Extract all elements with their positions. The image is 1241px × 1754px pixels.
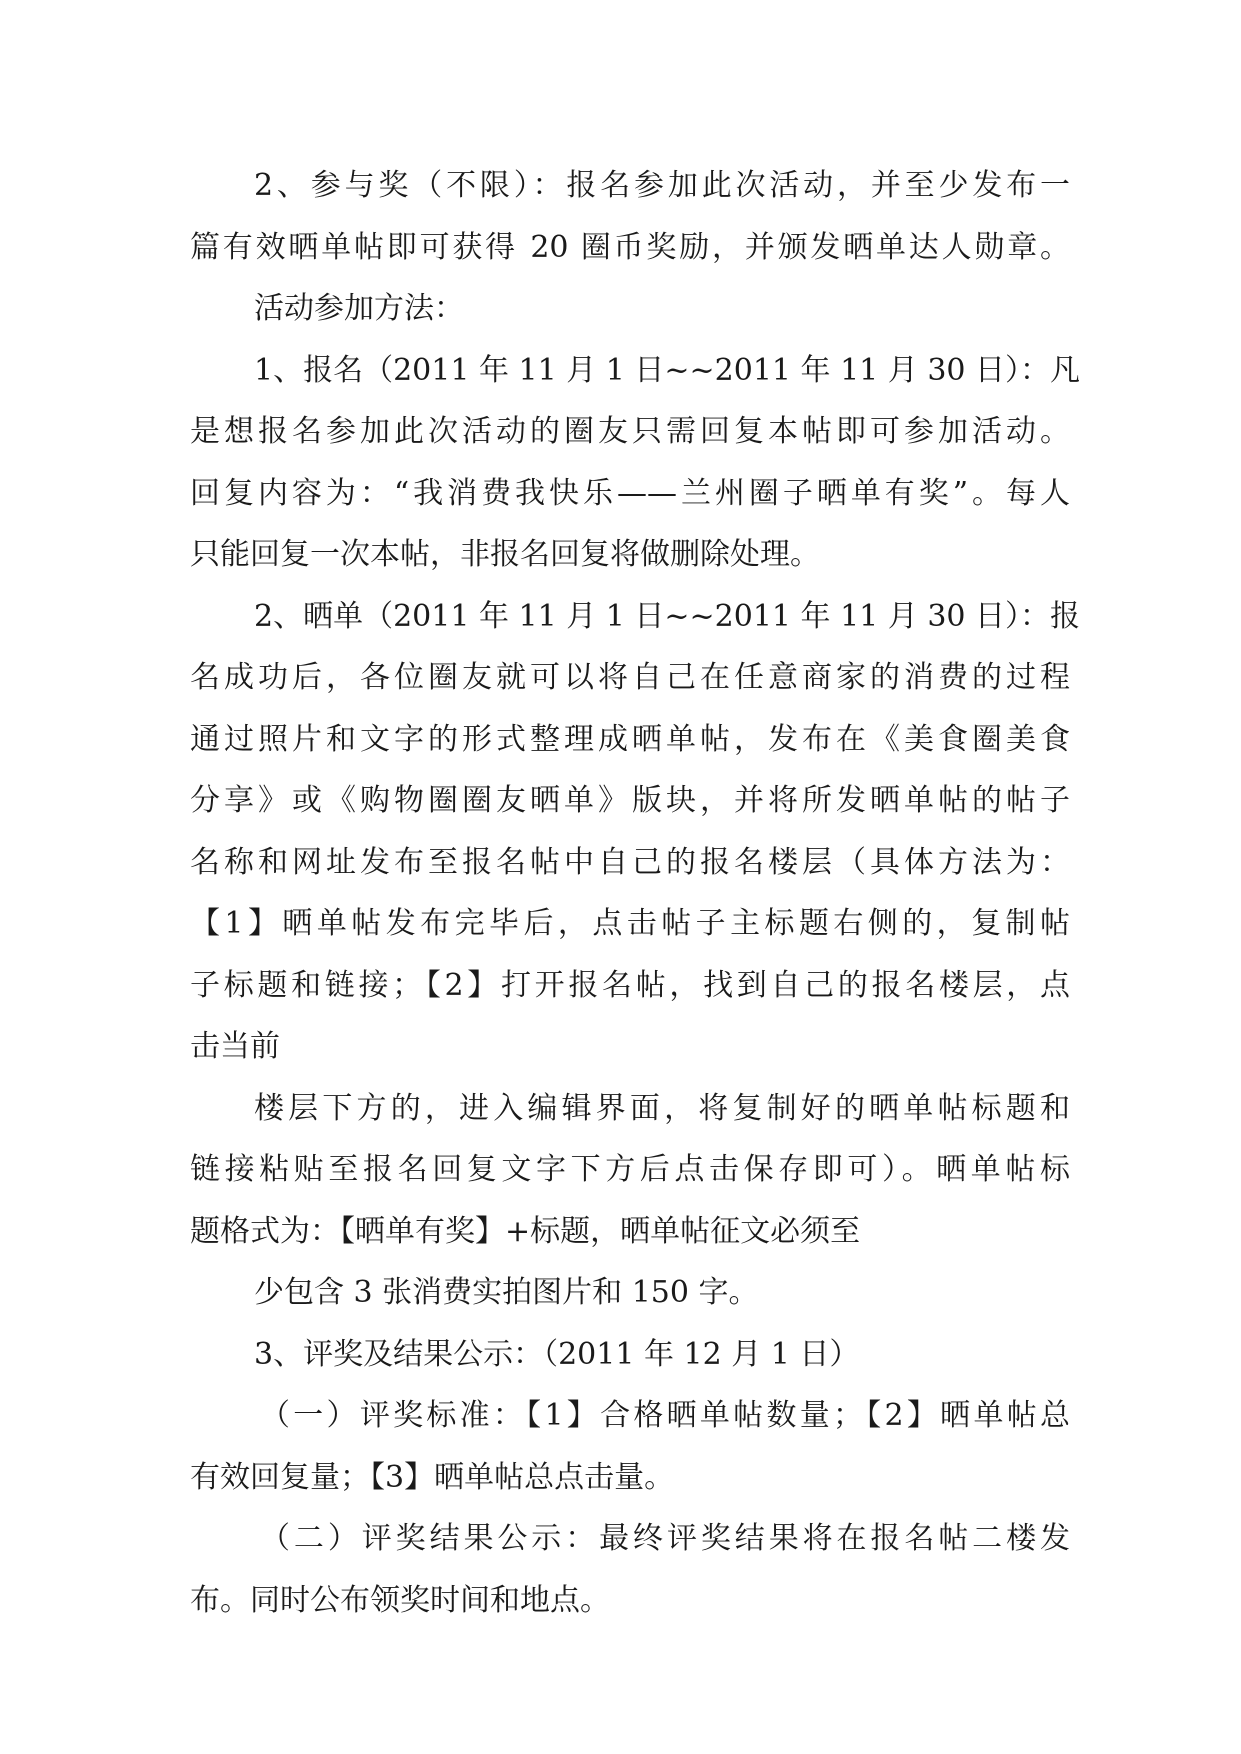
- document-page: [190, 155, 1081, 1631]
- paragraph-line: 3、评奖及结果公示：（2011 年 12 月 1 日）: [254, 1336, 860, 1372]
- paragraph-line: 是想报名参加此次活动的圈友只需回复本帖即可参加活动。: [190, 414, 1070, 449]
- paragraph-line: 2、晒单（2011 年 11 月 1 日~~2011 年 11 月 30 日）：报: [254, 598, 1081, 634]
- paragraph-line: 【1】晒单帖发布完毕后，点击帖子主标题右侧的，复制帖: [190, 906, 1070, 941]
- paragraph-line: 通过照片和文字的形式整理成晒单帖，发布在《美食圈美食: [190, 721, 1070, 757]
- paragraph-line: 分享》或《购物圈圈友晒单》版块，并将所发晒单帖的帖子: [190, 783, 1070, 818]
- paragraph-line: 子标题和链接；【2】打开报名帖，找到自己的报名楼层，点: [190, 967, 1070, 1003]
- paragraph-line: 题格式为：【晒单有奖】+标题，晒单帖征文必须至: [190, 1213, 861, 1249]
- paragraph-line: 少包含 3 张消费实拍图片和 150 字。: [254, 1275, 759, 1310]
- paragraph-line: 篇有效晒单帖即可获得 20 圈币奖励，并颁发晒单达人勋章。: [190, 229, 1070, 265]
- paragraph-line: 名称和网址发布至报名帖中自己的报名楼层（具体方法为：: [190, 844, 1070, 880]
- paragraph-line: 楼层下方的，进入编辑界面，将复制好的晒单帖标题和: [254, 1090, 1070, 1126]
- paragraph-line: 击当前: [190, 1029, 280, 1064]
- paragraph-line: 布。同时公布领奖时间和地点。: [190, 1582, 610, 1618]
- paragraph-line: 2、参与奖（不限）：报名参加此次活动，并至少发布一: [254, 168, 1070, 203]
- paragraph-line: 有效回复量；【3】晒单帖总点击量。: [190, 1459, 675, 1495]
- paragraph-line: （一）评奖标准：【1】合格晒单帖数量；【2】晒单帖总: [260, 1398, 1070, 1433]
- paragraph-line: 名成功后，各位圈友就可以将自己在任意商家的消费的过程: [190, 660, 1070, 695]
- paragraph-line: （二）评奖结果公示：最终评奖结果将在报名帖二楼发: [260, 1521, 1070, 1556]
- paragraph-line: 回复内容为：“我消费我快乐——兰州圈子晒单有奖”。每人: [190, 475, 1070, 511]
- section-heading: 活动参加方法：: [254, 291, 464, 326]
- paragraph-line: 链接粘贴至报名回复文字下方后点击保存即可）。晒单帖标: [190, 1152, 1070, 1187]
- paragraph-line: 1、报名（2011 年 11 月 1 日~~2011 年 11 月 30 日）：凡: [254, 352, 1081, 388]
- paragraph-line: 只能回复一次本帖，非报名回复将做删除处理。: [190, 537, 820, 572]
